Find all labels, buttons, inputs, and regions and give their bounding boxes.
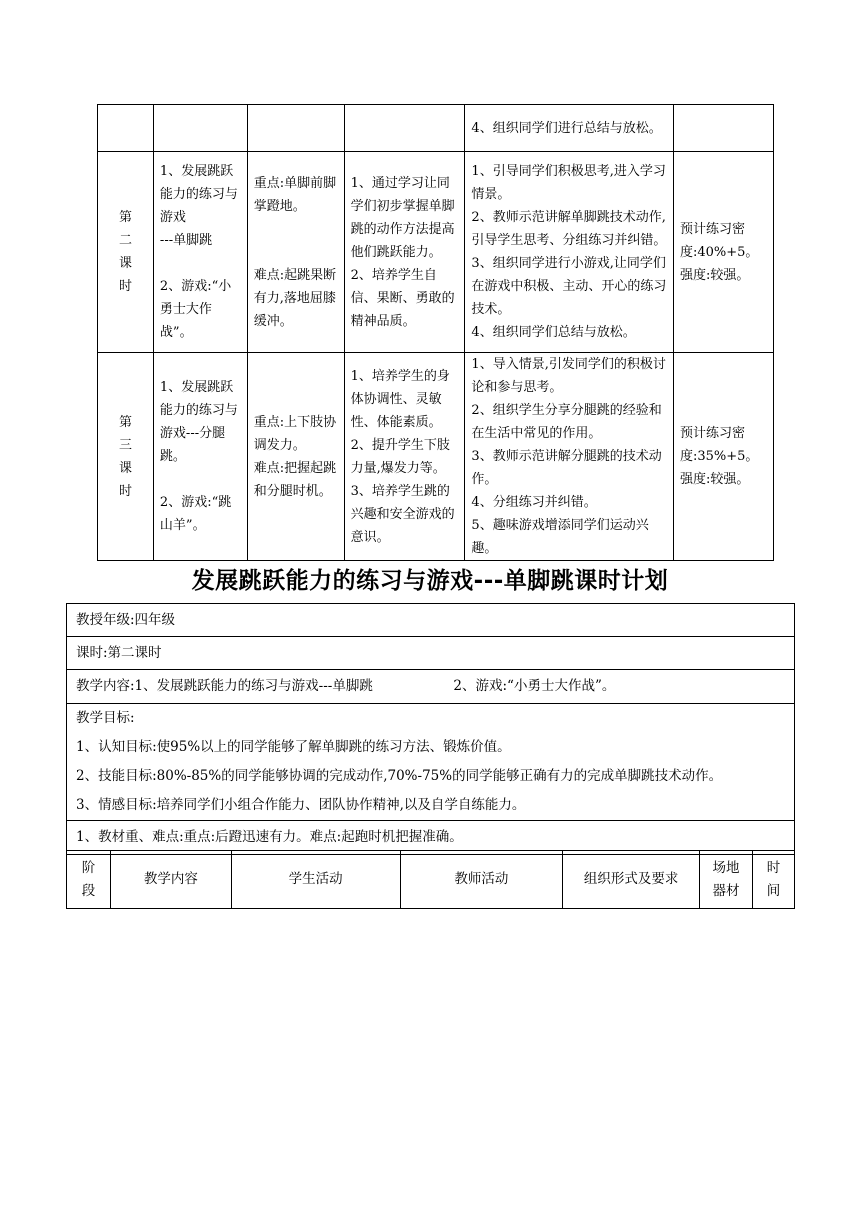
density-cell: 预计练习密度:40%+5。 强度:较强。 [673,152,773,353]
col-header-stage: 阶 段 [67,851,111,909]
teacher-activity-cell: 4、组织同学们进行总结与放松。 [465,105,674,152]
table-row [67,704,795,821]
col-header-venue: 场地 器材 [700,851,753,909]
page-title: 发展跳跃能力的练习与游戏---单脚跳课时计划 [191,568,669,594]
period-cell: 课时:第二课时 [67,637,795,670]
goal-cell: 1、通过学习让同学们初步掌握单脚跳的动作方法提高他们跳跃能力。 2、培养学生自信、果断、勇敢的精神品质。 [344,152,465,353]
table-row [98,105,774,152]
teacher-activity-cell: 1、导入情景,引发同学们的积极讨论和参与思考。 2、组织学生分享分腿跳的经验和在生活中常见的作用。 3、教师示范讲解分腿跳的技术动作。 4、分组练习并纠错。 5、趣味游戏增添同学们运动兴趣。 [465,353,674,561]
col-header-student: 学生活动 [231,851,400,909]
table-row [67,670,795,704]
schedule-header-table [66,850,795,909]
key-difficult-points-cell: 1、教材重、难点:重点:后蹬迅速有力。难点:起跑时机把握准确。 [67,821,795,855]
density-cell: 预计练习密度:35%+5。 强度:较强。 [673,353,773,561]
content-part-2: 2、游戏:“小勇士大作战”。 [453,678,616,694]
key-points-cell: 重点:单脚前脚掌蹬地。 难点:起跳果断有力,落地屈膝缓冲。 [247,152,344,353]
content-part-1: 教学内容:1、发展跳跃能力的练习与游戏---单脚跳 [76,678,373,694]
col-header-time: 时 间 [752,851,794,909]
table-row [98,152,774,353]
col-header-teacher: 教师活动 [400,851,563,909]
goal-item: 2、技能目标:80%-85%的同学能够协调的完成动作,70%-75%的同学能够正确有力的完成单脚跳技术动作。 [76,768,723,784]
teaching-goals-cell [67,704,795,821]
content-cell: 1、发展跳跃能力的练习与游戏 ---单脚跳 2、游戏:“小勇士大作战”。 [153,152,247,353]
goal-item: 3、情感目标:培养同学们小组合作能力、团队协作精神,以及自学自练能力。 [76,797,526,813]
key-points-cell: 重点:上下肢协调发力。 难点:把握起跳和分腿时机。 [247,353,344,561]
grade-cell: 教授年级:四年级 [67,604,795,637]
teaching-content-cell [67,670,795,704]
col-header-content: 教学内容 [110,851,231,909]
table-row [98,353,774,561]
table-header-row [67,851,795,909]
table-row [67,637,795,670]
goal-item: 1、认知目标:使95%以上的同学能够了解单脚跳的练习方法、锻炼价值。 [76,739,511,755]
lesson-plan-table [97,104,774,561]
lesson-info-table [66,603,795,855]
content-cell: 1、发展跳跃能力的练习与游戏---分腿跳。 2、游戏:“跳山羊”。 [153,353,247,561]
lesson-label: 第 三 课 时 [98,353,154,561]
col-header-organization: 组织形式及要求 [563,851,700,909]
goals-heading: 教学目标: [76,710,135,726]
table-row [67,604,795,637]
lesson-label: 第 二 课 时 [98,152,154,353]
teacher-activity-cell: 1、引导同学们积极思考,进入学习情景。 2、教师示范讲解单脚跳技术动作,引导学生思考、分组练习并纠错。 3、组织同学进行小游戏,让同学们在游戏中积极、主动、开心的练习技术。 4、组织同学们总结与放松。 [465,152,674,353]
goal-cell: 1、培养学生的身体协调性、灵敏性、体能素质。 2、提升学生下肢力量,爆发力等。 3、培养学生跳的兴趣和安全游戏的意识。 [344,353,465,561]
